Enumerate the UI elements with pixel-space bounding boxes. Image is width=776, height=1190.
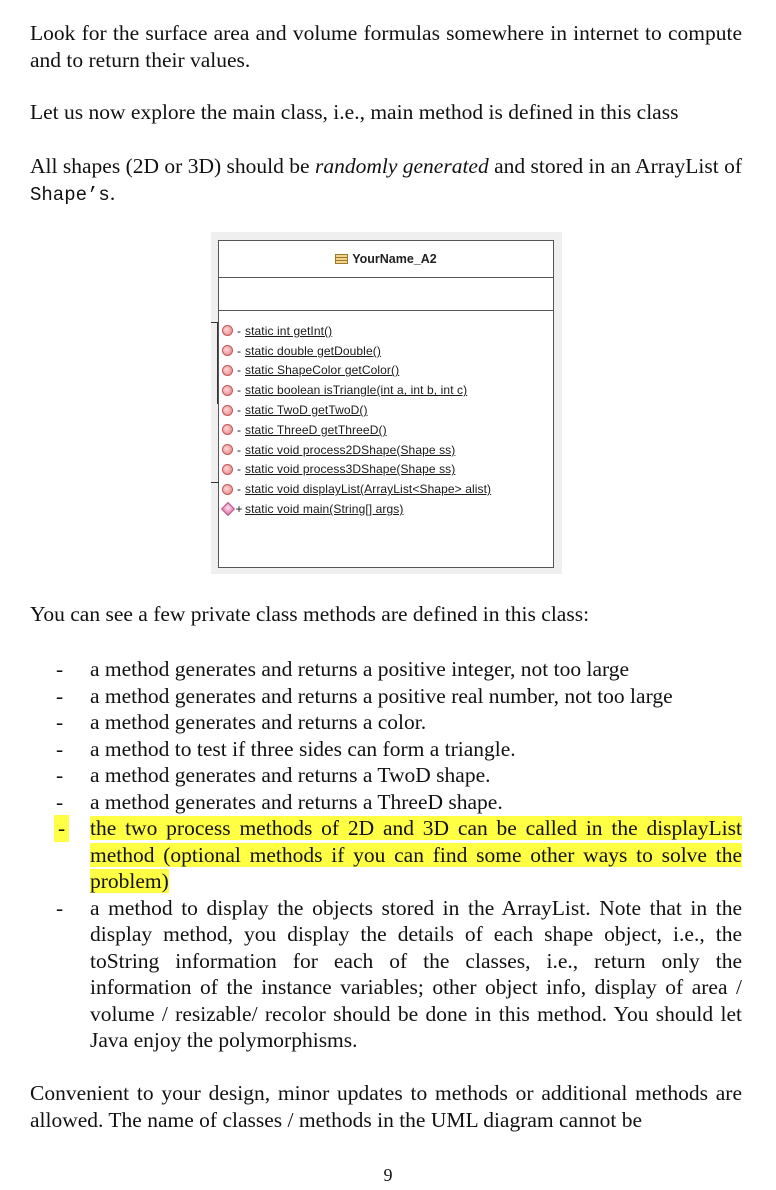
uml-class-box <box>218 240 554 568</box>
private-method-icon <box>222 444 233 455</box>
list-item <box>56 789 742 816</box>
visibility-marker: - <box>237 482 241 497</box>
bullet-dash: - <box>56 683 64 708</box>
uml-method-row <box>219 380 553 400</box>
private-method-icon <box>222 424 233 435</box>
uml-method-row <box>219 460 553 480</box>
page-number: 9 <box>383 1165 393 1185</box>
visibility-marker: - <box>237 383 241 398</box>
visibility-marker: - <box>237 363 241 378</box>
list-item <box>56 683 742 710</box>
private-method-icon <box>222 365 233 376</box>
visibility-marker: - <box>237 323 241 338</box>
list-item <box>56 709 742 736</box>
bullet-dash: - <box>56 657 64 681</box>
list-item <box>56 656 742 683</box>
bullet-text: a method to display the objects stored in the ArrayList. Note that in the display method, you display the details of each shape object, i.e., the toString information for each of the classes, i.e., return only the information of the instance variables; other object info, display of area / volume / resizable/ recolor should be done in this method. You should let Java enjoy the polymorphisms. <box>90 895 742 1052</box>
uml-methods-compartment <box>219 311 553 519</box>
method-signature: static void displayList(ArrayList<Shape> alist) <box>245 482 492 497</box>
list-item <box>56 736 742 763</box>
p3-text-c: . <box>109 180 116 205</box>
method-bullet-list <box>56 656 742 1054</box>
list-item <box>56 762 742 789</box>
bullet-text: a method generates and returns a color. <box>90 710 427 734</box>
visibility-marker: + <box>235 502 243 517</box>
public-method-icon <box>221 502 235 516</box>
p3-text-a: All shapes (2D or 3D) should be <box>30 154 315 178</box>
bullet-text: a method generates and returns a ThreeD shape. <box>90 789 503 814</box>
uml-class-name: YourName_A2 <box>352 252 437 266</box>
bullet-dash: - <box>56 710 64 734</box>
uml-method-row <box>219 400 553 420</box>
uml-method-row <box>219 440 553 460</box>
bullet-text: a method generates and returns a TwoD shape. <box>90 763 491 787</box>
bullet-text: a method to test if three sides can form a triangle. <box>90 736 516 761</box>
method-signature: static void process2DShape(Shape ss) <box>245 442 456 457</box>
uml-method-row <box>219 479 553 499</box>
p3-text-b: and stored in an ArrayList of <box>488 154 742 178</box>
method-signature: static boolean isTriangle(int a, int b, int c) <box>245 383 468 398</box>
visibility-marker: - <box>237 403 241 418</box>
paragraph-formulas: Look for the surface area and volume formulas somewhere in internet to compute and to return their values. <box>30 21 742 72</box>
class-icon <box>335 254 348 264</box>
uml-fields-compartment <box>219 278 553 311</box>
bullet-dash: - <box>56 895 64 920</box>
uml-method-row <box>219 321 553 341</box>
connector-tick <box>211 482 219 483</box>
paragraph-random-shapes <box>30 153 742 208</box>
list-item-highlighted <box>56 815 742 895</box>
private-method-icon <box>222 345 233 356</box>
p3-code: Shape’s <box>30 183 110 206</box>
method-signature: static TwoD getTwoD() <box>245 403 368 418</box>
paragraph-private-methods: You can see a few private class methods are defined in this class: <box>30 602 590 626</box>
method-signature: static void main(String[] args) <box>245 502 404 517</box>
uml-method-row <box>219 341 553 361</box>
visibility-marker: - <box>237 442 241 457</box>
bullet-text: the two process methods of 2D and 3D can be called in the displayList method (optional methods if you can find some other ways to solve the problem) <box>90 816 742 893</box>
private-method-icon <box>222 405 233 416</box>
list-item <box>56 895 742 1054</box>
method-signature: static ThreeD getThreeD() <box>245 422 387 437</box>
method-signature: static void process3DShape(Shape ss) <box>245 462 456 477</box>
method-signature: static ShapeColor getColor() <box>245 363 400 378</box>
bullet-text: a method generates and returns a positive integer, not too large <box>90 657 630 681</box>
private-method-icon <box>222 484 233 495</box>
bullet-dash: - <box>56 763 64 787</box>
method-signature: static int getInt() <box>245 323 333 338</box>
paragraph-main-class: Let us now explore the main class, i.e., main method is defined in this class <box>30 100 679 124</box>
connector-line <box>217 322 218 404</box>
visibility-marker: - <box>237 343 241 358</box>
p3-emphasis: randomly generated <box>314 154 489 178</box>
uml-method-row <box>219 361 553 381</box>
bullet-text: a method generates and returns a positive real number, not too large <box>90 683 673 708</box>
bullet-dash: - <box>54 815 69 842</box>
uml-class-header <box>219 241 553 278</box>
bullet-dash: - <box>56 789 64 814</box>
uml-method-row <box>219 499 553 519</box>
bullet-dash: - <box>56 736 64 761</box>
uml-method-row <box>219 420 553 440</box>
private-method-icon <box>222 385 233 396</box>
paragraph-closing: Convenient to your design, minor updates to methods or additional methods are allowed. The name of classes / methods in the UML diagram cannot be <box>30 1081 742 1132</box>
visibility-marker: - <box>237 422 241 437</box>
private-method-icon <box>222 325 233 336</box>
method-signature: static double getDouble() <box>245 343 381 358</box>
private-method-icon <box>222 464 233 475</box>
visibility-marker: - <box>237 462 241 477</box>
